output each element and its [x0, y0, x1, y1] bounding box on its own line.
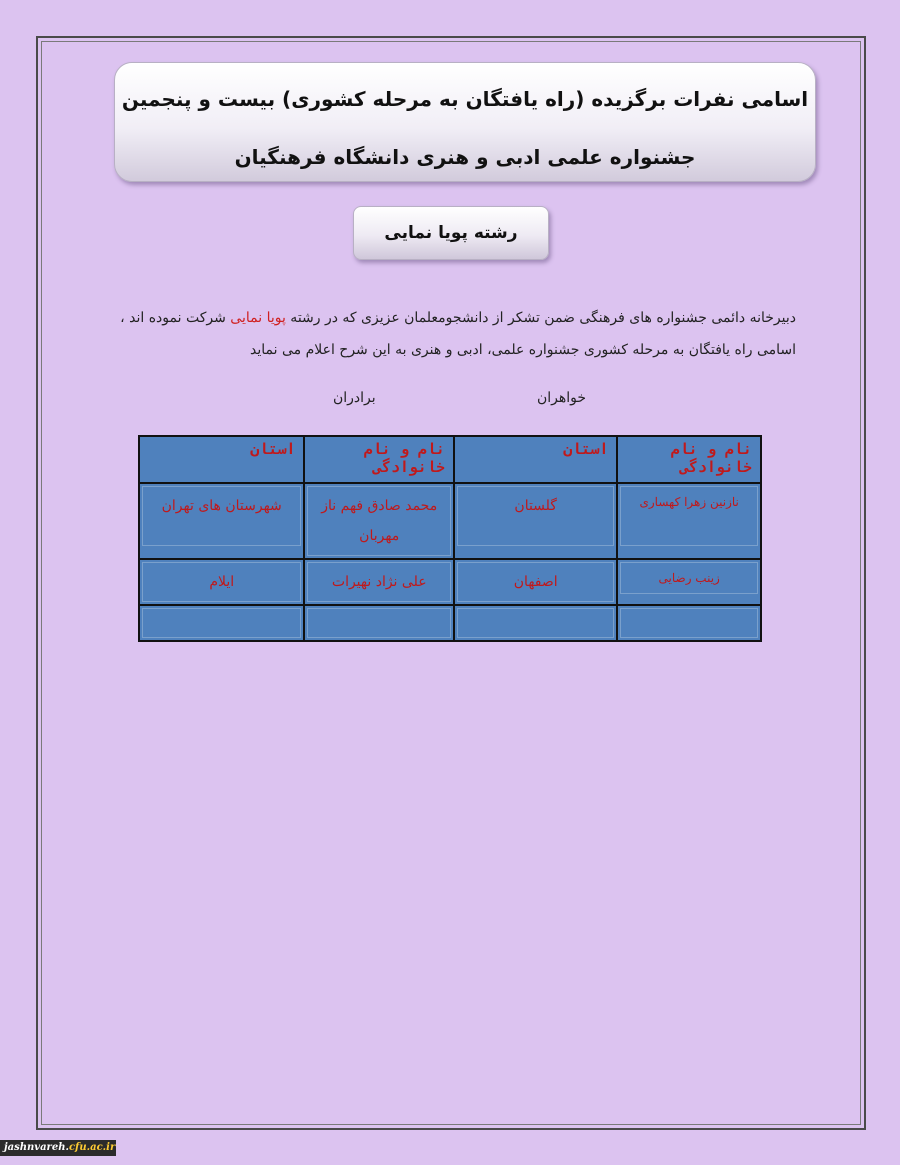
header-sister-name: نام و نام خانوادگی	[617, 436, 761, 483]
empty-cell	[139, 605, 304, 641]
brother-name-cell: علی نژاد نهیرات	[304, 559, 454, 605]
intro-line-1	[110, 310, 796, 326]
sister-name-cell: نازنین زهرا کهساری	[617, 483, 761, 559]
site-watermark	[0, 1140, 116, 1156]
table-row	[139, 605, 761, 641]
brothers-label: برادران	[333, 390, 376, 406]
category-banner: رشته پویا نمایی	[353, 206, 549, 260]
title-line-1: اسامی نفرات برگزیده (راه یافتگان به مرحله کشوری) بیست و پنجمین	[121, 87, 809, 111]
header-brother-name: نام و نام خانوادگی	[304, 436, 454, 483]
brother-name-cell: محمد صادق فهم ناز مهربان	[304, 483, 454, 559]
intro-text-start: دبیرخانه دائمی جشنواره های فرهنگی ضمن تشکر از دانشجومعلمان عزیزی که در رشته	[285, 310, 796, 326]
brother-province-cell: ایلام	[139, 559, 304, 605]
title-line-2: جشنواره علمی ادبی و هنری دانشگاه فرهنگیان	[234, 145, 696, 169]
sister-province-cell: گلستان	[454, 483, 617, 559]
table-row	[139, 483, 761, 559]
intro-line-2: اسامی راه یافتگان به مرحله کشوری جشنواره علمی، ادبی و هنری به این شرح اعلام می نماید	[250, 342, 796, 358]
intro-text-end: شرکت نموده اند ،	[120, 310, 231, 326]
table-row	[139, 559, 761, 605]
sister-name-cell: زینب رضایی	[617, 559, 761, 605]
empty-cell	[304, 605, 454, 641]
sister-province-cell: اصفهان	[454, 559, 617, 605]
header-sister-province: استان	[454, 436, 617, 483]
intro-category-highlight: پویا نمایی	[230, 310, 286, 326]
empty-cell	[454, 605, 617, 641]
table-header-row	[139, 436, 761, 483]
watermark-part-2: cfu.ac.ir	[68, 1142, 116, 1153]
empty-cell	[617, 605, 761, 641]
watermark-part-1: jashnvareh.	[4, 1142, 69, 1153]
title-banner	[114, 62, 816, 182]
header-brother-province: استان	[139, 436, 304, 483]
brother-province-cell: شهرستان های تهران	[139, 483, 304, 559]
sisters-label: خواهران	[537, 390, 587, 406]
winners-table	[138, 435, 762, 642]
